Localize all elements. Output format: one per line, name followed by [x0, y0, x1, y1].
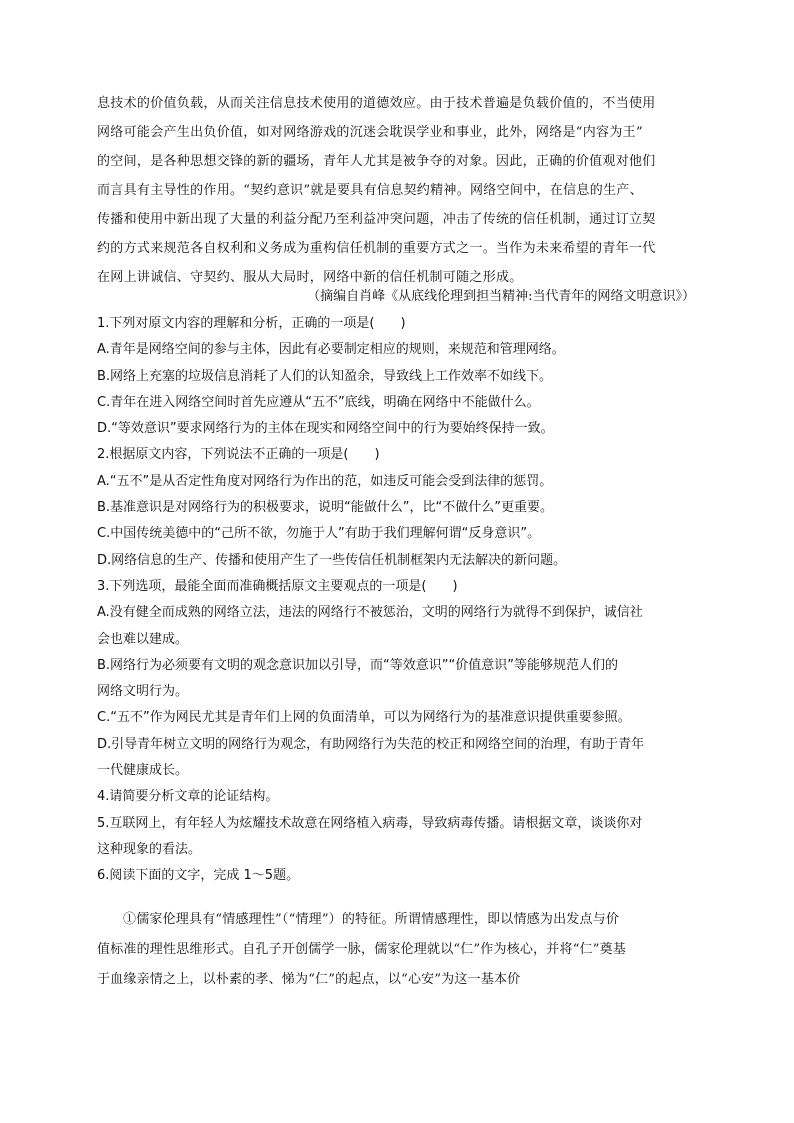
text-line: 而言具有主导性的作用。“契约意识”就是要具有信息契约精神。网络空间中，在信息的生产、: [97, 183, 643, 198]
question-2-stem: 2.根据原文内容，下列说法不正确的一项是( ): [97, 447, 380, 463]
text-line: 息技术的价值负载，从而关注信息技术使用的道德效应。由于技术普遍是负载价值的，不当使用: [97, 96, 656, 111]
question-1-option-b: B.网络上充塞的垃圾信息消耗了人们的认知盈余，导致线上工作效率不如线下。: [97, 368, 553, 384]
question-3-option-c: C.“五不”作为网民尤其是青年们上网的负面清单，可以为网络行为的基准意识提供重要参照。: [97, 710, 631, 726]
text-line: 约的方式来规范各自权利和义务成为重构信任机制的重要方式之一。当作为未来希望的青年一代: [97, 241, 656, 256]
question-3-option-b-cont: 网络文明行为。: [97, 684, 189, 700]
question-6: 6.阅读下面的文字，完成 1～5题。: [97, 868, 300, 884]
passage-bottom: [97, 905, 697, 995]
question-2-option-c: C.中国传统美德中的“己所不欲，勿施于人”有助于我们理解何谓“反身意识”。: [97, 526, 541, 542]
question-1-option-a: A.青年是网络空间的参与主体，因此有必要制定相应的规则，来规范和管理网络。: [97, 342, 565, 358]
question-5-cont: 这种现象的看法。: [97, 841, 202, 857]
question-3-option-d-cont: 一代健康成长。: [97, 763, 189, 779]
passage-top: [97, 89, 695, 292]
question-3-stem: 3.下列选项，最能全面而准确概括原文主要观点的一项是( ): [97, 578, 458, 594]
questions-section: [97, 311, 697, 890]
question-4: 4.请简要分析文章的论证结构。: [97, 789, 279, 805]
question-3-option-b: B.网络行为必须要有文明的观念意识加以引导，而“等效意识”“价值意识”等能够规范人们的: [97, 657, 618, 673]
text-line: 传播和使用中新出现了大量的利益分配乃至利益冲突问题，冲击了传统的信任机制，通过订立契: [97, 212, 656, 227]
question-3-option-a: A.没有健全而成熟的网络立法，违法的网络行不被惩治，文明的网络行为就得不到保护，诚信社: [97, 605, 643, 621]
question-5: 5.互联网上，有年轻人为炫耀技术故意在网络植入病毒，导致病毒传播。请根据文章，谈谈你对: [97, 815, 643, 831]
question-2-option-a: A.“五不”是从否定性角度对网络行为作出的范，如违反可能会受到法律的惩罚。: [97, 473, 553, 489]
text-line: 于血缘亲情之上，以朴素的孝、悌为“仁”的起点，以“心安”为这一基本价: [97, 972, 521, 987]
question-2-option-d: D.网络信息的生产、传播和使用产生了一些传信任机制框架内无法解决的新问题。: [97, 552, 567, 568]
text-line: ①儒家伦理具有“情感理性”（“情理”）的特征。所谓情感理性，即以情感为出发点与价: [123, 912, 620, 927]
text-line: 网络可能会产生出负价值，如对网络游戏的沉迷会耽误学业和事业，此外，网络是“内容为王”: [97, 125, 643, 140]
question-1-option-c: C.青年在进入网络空间时首先应遵从“五不”底线，明确在网络中不能做什么。: [97, 394, 540, 410]
text-line: 的空间，是各种思想交锋的新的疆场，青年人尤其是被争夺的对象。因此，正确的价值观对他们: [97, 154, 656, 169]
text-line: 在网上讲诚信、守契约、服从大局时，网络中新的信任机制可随之形成。: [97, 270, 523, 285]
question-3-option-a-cont: 会也难以建成。: [97, 631, 189, 647]
question-1-option-d: D.“等效意识”要求网络行为的主体在现实和网络空间中的行为要始终保持一致。: [97, 421, 554, 437]
text-line: 值标准的理性思维形式。自孔子开创儒学一脉，儒家伦理就以“仁”作为核心，并将“仁”奠基: [97, 942, 626, 957]
question-1-stem: 1.下列对原文内容的理解和分析，正确的一项是( ): [97, 316, 406, 331]
question-3-option-d: D.引导青年树立文明的网络行为观念，有助网络行为失范的校正和网络空间的治理，有助于青年: [97, 736, 645, 752]
question-2-option-b: B.基准意识是对网络行为的积极要求，说明“能做什么”，比“不做什么”更重要。: [97, 500, 553, 516]
source-citation: （摘编自肖峰《从底线伦理到担当精神:当代青年的网络文明意识》）: [307, 289, 695, 304]
